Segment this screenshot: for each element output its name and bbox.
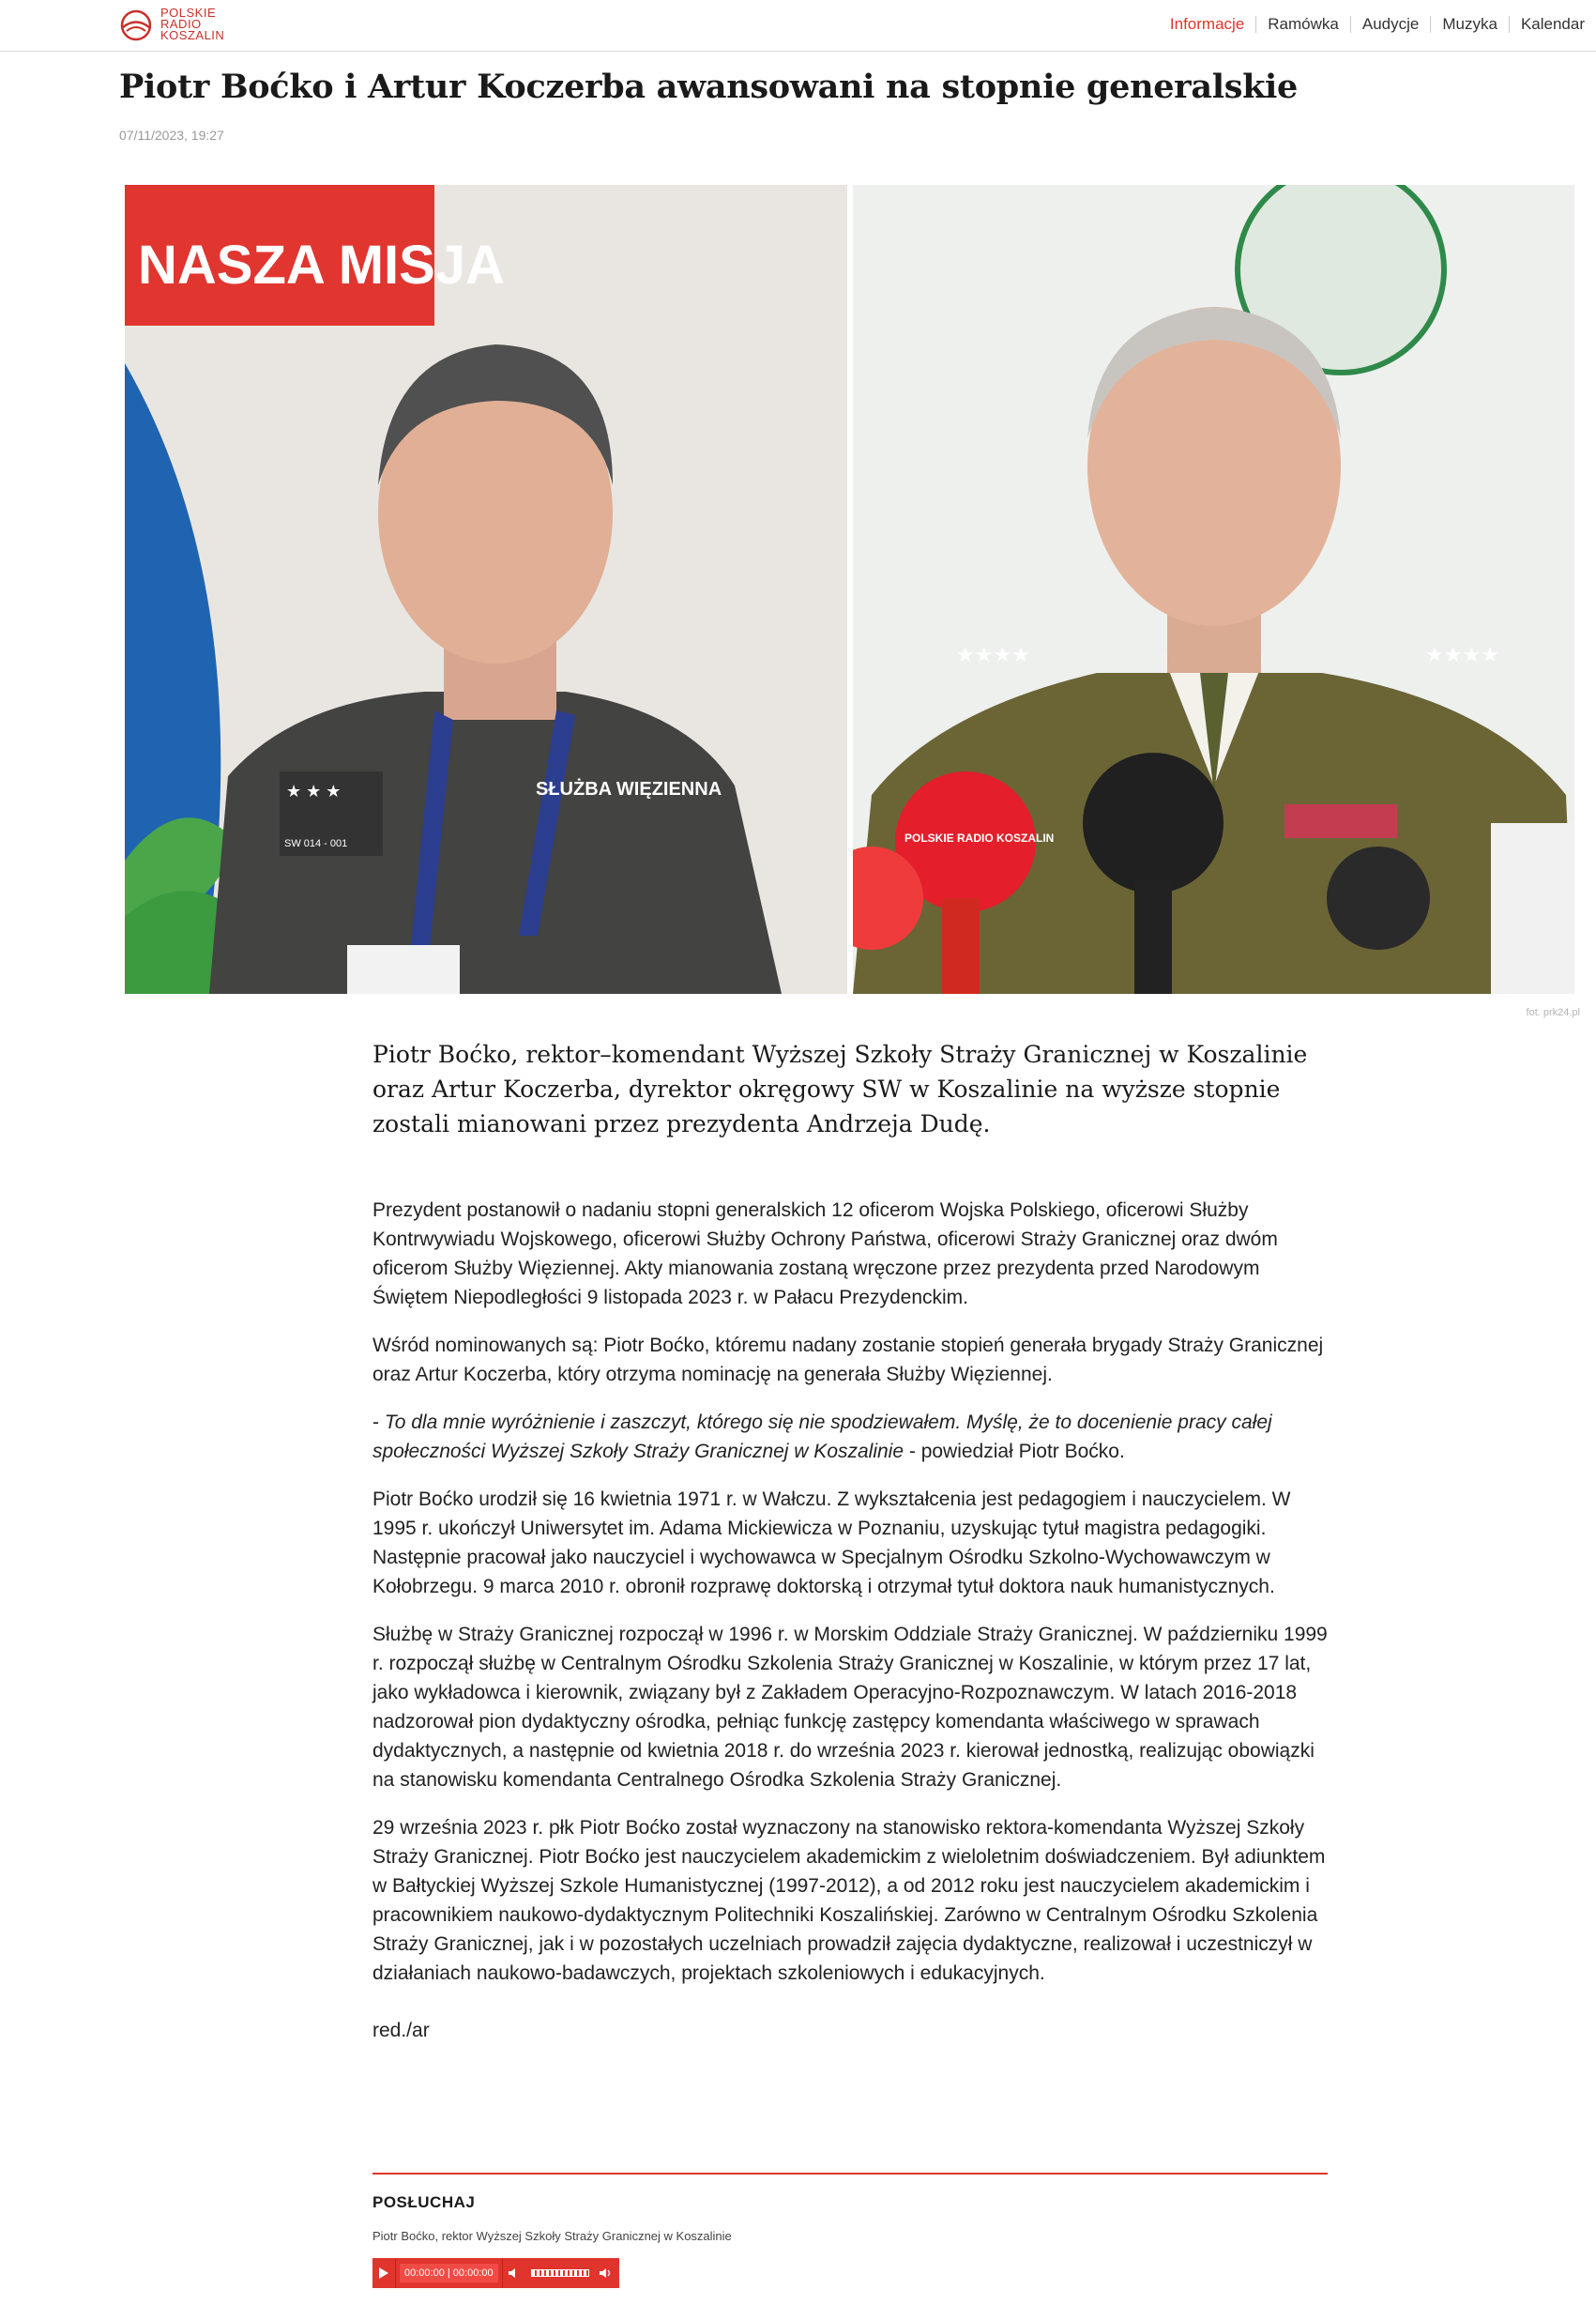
quote-attribution: - powiedział Piotr Boćko. (904, 1441, 1125, 1462)
article-signature: red./ar (372, 2020, 430, 2041)
quote-text: To dla mnie wyróżnienie i zaszczyt, którego się nie spodziewałem. Myślę, że to docenienie pracy całej społeczności Wyższej Szkoły Straży Granicznej w Koszalinie (372, 1412, 1272, 1462)
svg-text:★ ★ ★: ★ ★ ★ (286, 782, 342, 801)
volume-slider[interactable] (531, 2269, 589, 2277)
article-title: Piotr Boćko i Artur Koczerba awansowani na stopnie generalskie (119, 68, 1299, 106)
photo-portrait-bocko (125, 185, 847, 994)
player-divider (395, 2258, 396, 2288)
article-paragraph: Służbę w Straży Granicznej rozpoczął w 1996 r. w Morskim Oddziale Straży Granicznej. W październiku 1999 r. rozpoczął służbę w Centralnym Ośrodku Szkolenia Straży Granicznej w Koszalinie, w którym przez 17 lat, jako wykładowca i kierownik, związany był z Zakładem Operacyjno-Rozpoznawczym. W latach 2016-2018 nadzorował pion dydaktyczny ośrodka, pełniąc funkcję zastępcy komendanta właściwego w sprawach dydaktycznych, a następnie od kwietnia 2018 r. do września 2023 r. kierował jednostką, realizując obowiązki na stanowisku komendanta Centralnego Ośrodka Szkolenia Straży Granicznej. (372, 1624, 1328, 1791)
svg-text:★★★★: ★★★★ (1425, 643, 1499, 666)
main-nav (1159, 16, 1596, 33)
article-paragraph: Prezydent postanowił o nadaniu stopni generalskich 12 oficerom Wojska Polskiego, oficerowi Służby Kontrwywiadu Wojskowego, oficerowi Służby Ochrony Państwa, oficerowi Straży Granicznej oraz dwóm oficerom Służby Więziennej. Akty mianowania zostaną wręczone przez prezydenta przed Narodowym Świętem Niepodległości 9 listopada 2023 r. w Pałacu Prezydenckim. (372, 1199, 1278, 1308)
nav-item-informacje[interactable]: Informacje (1169, 15, 1245, 33)
photo-credit: fot. prk24.pl (1526, 1007, 1580, 1018)
play-icon[interactable] (372, 2258, 395, 2288)
article-lead: Piotr Boćko, rektor–komendant Wyższej Szkoły Straży Granicznej w Koszalinie oraz Artur Koczerba, dyrektor okręgowy SW w Koszalinie na wyższe stopnie zostali mianowani przez prezydenta Andrzeja Dudę. (372, 1041, 1308, 1137)
badge-text: SW 014 - 001 (284, 838, 348, 849)
svg-text:★★★★: ★★★★ (956, 643, 1030, 666)
audio-description: Piotr Boćko, rektor Wyższej Szkoły Straży Granicznej w Koszalinie (372, 2229, 732, 2243)
portrait-illustration-right (853, 185, 1574, 994)
site-logo[interactable] (117, 8, 224, 41)
logo-line: POLSKIE (160, 6, 217, 20)
audio-player (372, 2258, 619, 2288)
portrait-illustration-left (125, 185, 847, 994)
audio-time-display: 00:00:00 | 00:00:00 (400, 2264, 498, 2282)
photo-portrait-koczerba (853, 185, 1574, 994)
article-photo (125, 185, 1574, 994)
quote-dash: - (372, 1412, 385, 1433)
nav-item-ramowka[interactable]: Ramówka (1255, 16, 1350, 33)
listen-heading: POSŁUCHAJ (372, 2193, 476, 2211)
article-paragraph: Piotr Boćko urodził się 16 kwietnia 1971 r. w Wałczu. Z wykształcenia jest pedagogiem i nauczycielem. W 1995 r. ukończył Uniwersytet im. Adama Mickiewicza w Poznaniu, uzyskując tytuł magistra pedagogiki. Następnie pracował jako nauczyciel i wychowawca w Specjalnym Ośrodku Szkolno-Wychowawczym w Kołobrzegu. 9 marca 2010 r. obronił rozprawę doktorską i otrzymał tytuł doktora nauk humanistycznych. (372, 1488, 1291, 1597)
article-paragraph: 29 września 2023 r. płk Piotr Boćko został wyznaczony na stanowisko rektora-komendanta Wyższej Szkoły Straży Granicznej. Piotr Boćko jest nauczycielem akademickim z wieloletnim doświadczeniem. Był adiunktem w Bałtyckiej Wyższej Szkole Humanistycznej (1997-2012), a od 2012 roku jest nauczycielem akademickim i pracownikiem naukowo-dydaktycznym Politechniki Koszalińskiej. Zarówno w Centralnym Ośrodku Szkolenia Straży Granicznej, jak i w pozostałych uczelniach prowadził zajęcia dydaktyczne, realizował i uczestniczył w działaniach naukowo-badawczych, projektach szkoleniowych i edukacyjnych. (372, 1817, 1326, 1984)
radio-logo-icon (117, 8, 155, 41)
patch-text: SŁUŻBA WIĘZIENNA (536, 779, 722, 800)
listen-section (372, 2173, 1328, 2279)
logo-line: RADIO (160, 17, 202, 31)
mute-icon[interactable] (503, 2258, 525, 2288)
nav-item-kalendarz[interactable]: Kalendar (1509, 16, 1596, 33)
logo-wordmark (160, 8, 224, 41)
article-date: 07/11/2023, 19:27 (119, 128, 224, 143)
article-body (372, 1037, 1330, 2045)
top-bar (0, 0, 1596, 52)
mic-logo-text: POLSKIE RADIO KOSZALIN (904, 832, 1055, 845)
nav-item-muzyka[interactable]: Muzyka (1430, 16, 1509, 33)
article-quote (372, 1408, 1330, 1466)
banner-text: NASZA MISJA (138, 235, 505, 296)
logo-line: KOSZALIN (160, 28, 225, 42)
article-paragraph: Wśród nominowanych są: Piotr Boćko, któremu nadany zostanie stopień generała brygady Straży Granicznej oraz Artur Koczerba, który otrzyma nominację na generała Służby Więziennej. (372, 1335, 1324, 1385)
volume-icon[interactable] (595, 2258, 617, 2288)
nav-item-audycje[interactable]: Audycje (1350, 16, 1430, 33)
